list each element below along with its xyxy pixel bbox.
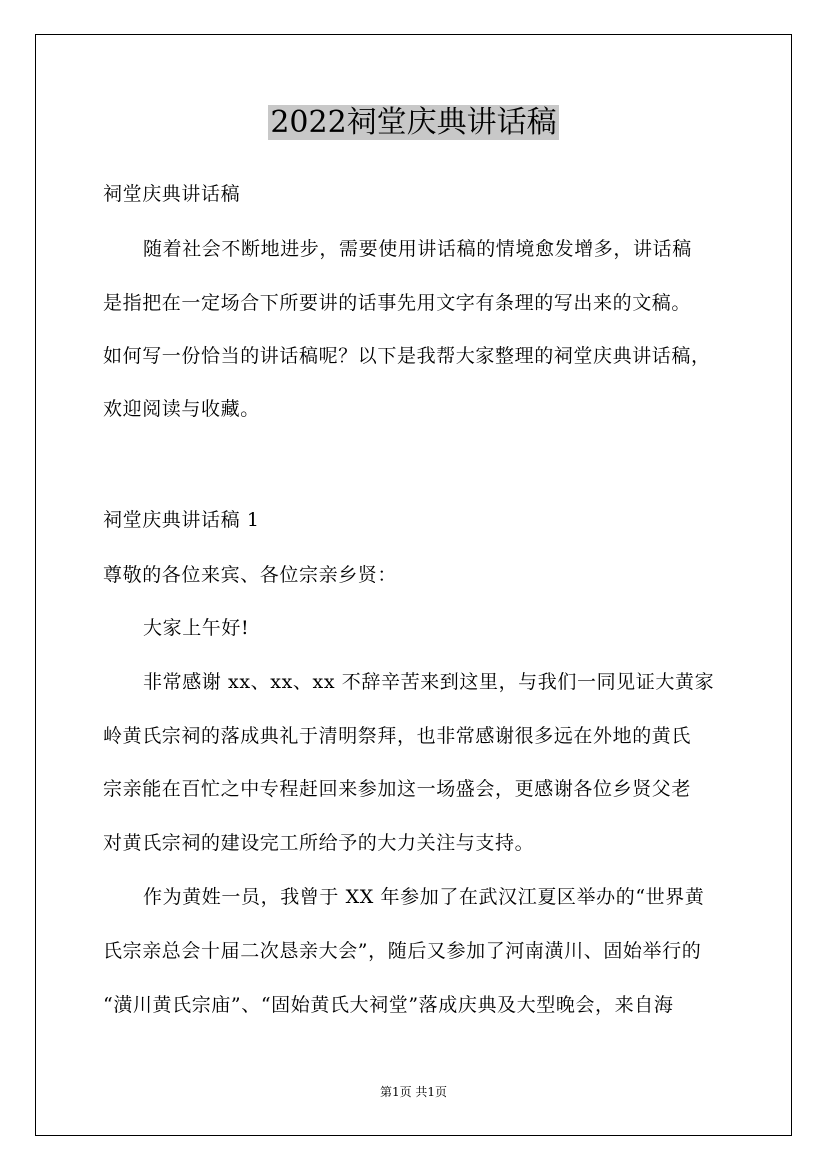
paragraph-line: “潢川黄氏宗庙”、“固始黄氏大祠堂”落成庆典及大型晚会，来自海 [103, 994, 674, 1016]
paragraph-line: 非常感谢 xx、xx、xx 不辞辛苦来到这里，与我们一同见证大黄家 [143, 671, 715, 693]
intro-line: 欢迎阅读与收藏。 [103, 398, 260, 420]
paragraph-line: 对黄氏宗祠的建设完工所给予的大力关注与支持。 [103, 832, 535, 854]
intro-line: 如何写一份恰当的讲话稿呢？以下是我帮大家整理的祠堂庆典讲话稿， [103, 345, 711, 367]
page-number: 第1页 共1页 [379, 1085, 448, 1099]
section-heading: 祠堂庆典讲话稿 1 [103, 509, 260, 531]
paragraph-line: 宗亲能在百忙之中专程赶回来参加这一场盛会，更感谢各位乡贤父老 [103, 778, 692, 800]
intro-line: 随着社会不断地进步，需要使用讲话稿的情境愈发增多，讲话稿 [143, 238, 692, 260]
document-title-text: 2022祠堂庆典讲话稿 [270, 105, 557, 140]
greeting: 大家上午好! [143, 617, 250, 639]
paragraph-line: 作为黄姓一员，我曾于 XX 年参加了在武汉江夏区举办的“世界黄 [143, 886, 705, 908]
document-title [0, 101, 827, 145]
salutation: 尊敬的各位来宾、各位宗亲乡贤： [103, 564, 398, 586]
document-subtitle: 祠堂庆典讲话稿 [103, 183, 241, 205]
paragraph-line: 岭黄氏宗祠的落成典礼于清明祭拜，也非常感谢很多远在外地的黄氏 [103, 725, 692, 747]
intro-line: 是指把在一定场合下所要讲的话事先用文字有条理的写出来的文稿。 [103, 292, 692, 314]
paragraph-line: 氏宗亲总会十届二次恳亲大会”，随后又参加了河南潢川、固始举行的 [103, 940, 702, 962]
